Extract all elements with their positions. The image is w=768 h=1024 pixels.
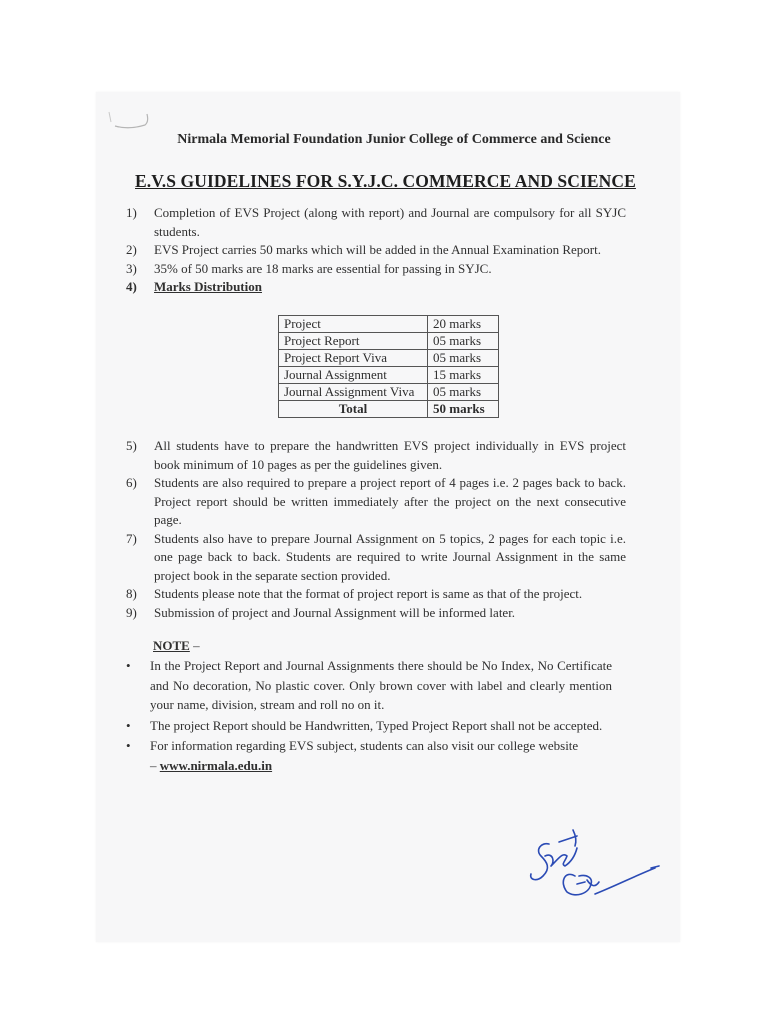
college-name: Nirmala Memorial Foundation Junior College of Commerce and Science bbox=[177, 132, 611, 147]
item-number: 6) bbox=[126, 475, 137, 490]
table-total-row bbox=[279, 401, 499, 418]
document-title: E.V.S GUIDELINES FOR S.Y.J.C. COMMERCE AND SCIENCE bbox=[135, 171, 636, 191]
bullet-icon: • bbox=[126, 738, 131, 753]
website-prefix: – bbox=[150, 757, 160, 773]
item-number: 9) bbox=[126, 604, 137, 620]
guideline-item bbox=[126, 530, 626, 586]
item-number: 7) bbox=[126, 530, 137, 546]
guideline-item bbox=[126, 260, 626, 279]
item-number: 4) bbox=[126, 279, 137, 294]
note-item bbox=[124, 716, 612, 736]
marks-value: 05 marks bbox=[428, 333, 499, 350]
marks-component: Project Report bbox=[279, 333, 428, 350]
bullet-icon: • bbox=[126, 658, 131, 673]
guidelines-list-continued bbox=[126, 437, 626, 622]
guideline-item bbox=[126, 474, 626, 530]
item-number: 8) bbox=[126, 586, 137, 601]
table-row bbox=[279, 367, 499, 384]
table-row bbox=[279, 333, 499, 350]
item-number: 5) bbox=[126, 438, 137, 453]
handwritten-signature bbox=[515, 822, 665, 922]
guideline-item bbox=[126, 604, 626, 623]
guideline-item bbox=[126, 241, 626, 260]
guideline-item bbox=[126, 204, 626, 241]
marks-value: 15 marks bbox=[428, 367, 499, 384]
guideline-item bbox=[126, 585, 626, 604]
table-row bbox=[279, 384, 499, 401]
note-text: The project Report should be Handwritten, Typed Project Report shall not be accepted. bbox=[150, 717, 603, 733]
item-text: Students are also required to prepare a project report of 4 pages i.e. 2 pages back to back. Project report should be written immediately after the project on the next consecutive page. bbox=[154, 475, 626, 527]
table-row bbox=[279, 316, 499, 333]
note-text: In the Project Report and Journal Assignments there should be No Index, No Certificate and No decoration, No plastic cover. Only brown cover with label and clearly mention your name, division, stream and roll no on it. bbox=[150, 658, 612, 712]
item-number: 1) bbox=[126, 205, 137, 220]
marks-value: 05 marks bbox=[428, 350, 499, 367]
total-label: Total bbox=[279, 401, 428, 418]
table-row bbox=[279, 350, 499, 367]
note-item bbox=[124, 656, 612, 715]
item-text: Completion of EVS Project (along with report) and Journal are compulsory for all SYJC students. bbox=[154, 205, 626, 239]
item-text: All students have to prepare the handwritten EVS project individually in EVS project book minimum of 10 pages as per the guidelines given. bbox=[154, 438, 626, 472]
marks-component: Project bbox=[279, 316, 428, 333]
corner-scribble-mark bbox=[105, 108, 153, 134]
item-text: Submission of project and Journal Assignment will be informed later. bbox=[154, 604, 516, 620]
note-label: NOTE bbox=[153, 638, 190, 653]
marks-value: 20 marks bbox=[428, 316, 499, 333]
marks-component: Journal Assignment bbox=[279, 367, 428, 384]
note-heading bbox=[153, 638, 200, 654]
guidelines-list bbox=[126, 204, 626, 297]
item-text: 35% of 50 marks are 18 marks are essential for passing in SYJC. bbox=[154, 260, 492, 276]
note-dash: – bbox=[189, 638, 200, 653]
bullet-icon: • bbox=[126, 717, 131, 733]
college-website-link[interactable]: www.nirmala.edu.in bbox=[159, 757, 273, 773]
marks-component: Project Report Viva bbox=[279, 350, 428, 367]
guideline-item-marks-distribution bbox=[126, 278, 626, 297]
note-item bbox=[124, 736, 612, 775]
item-text: Students please note that the format of project report is same as that of the project. bbox=[154, 586, 583, 601]
item-number: 2) bbox=[126, 242, 137, 257]
notes-list bbox=[124, 656, 612, 776]
marks-distribution-heading: Marks Distribution bbox=[154, 279, 262, 294]
guideline-item bbox=[126, 437, 626, 474]
marks-value: 05 marks bbox=[428, 384, 499, 401]
marks-distribution-table bbox=[278, 315, 499, 418]
marks-component: Journal Assignment Viva bbox=[279, 384, 428, 401]
item-text: Students also have to prepare Journal Assignment on 5 topics, 2 pages for each topic i.e. one page back to back. Students are required to write Journal Assignment in the same project book in the separate section provided. bbox=[154, 530, 626, 583]
note-text: For information regarding EVS subject, students can also visit our college website bbox=[150, 738, 579, 753]
item-number: 3) bbox=[126, 260, 137, 276]
item-text: EVS Project carries 50 marks which will be added in the Annual Examination Report. bbox=[154, 242, 601, 257]
total-value: 50 marks bbox=[428, 401, 499, 418]
